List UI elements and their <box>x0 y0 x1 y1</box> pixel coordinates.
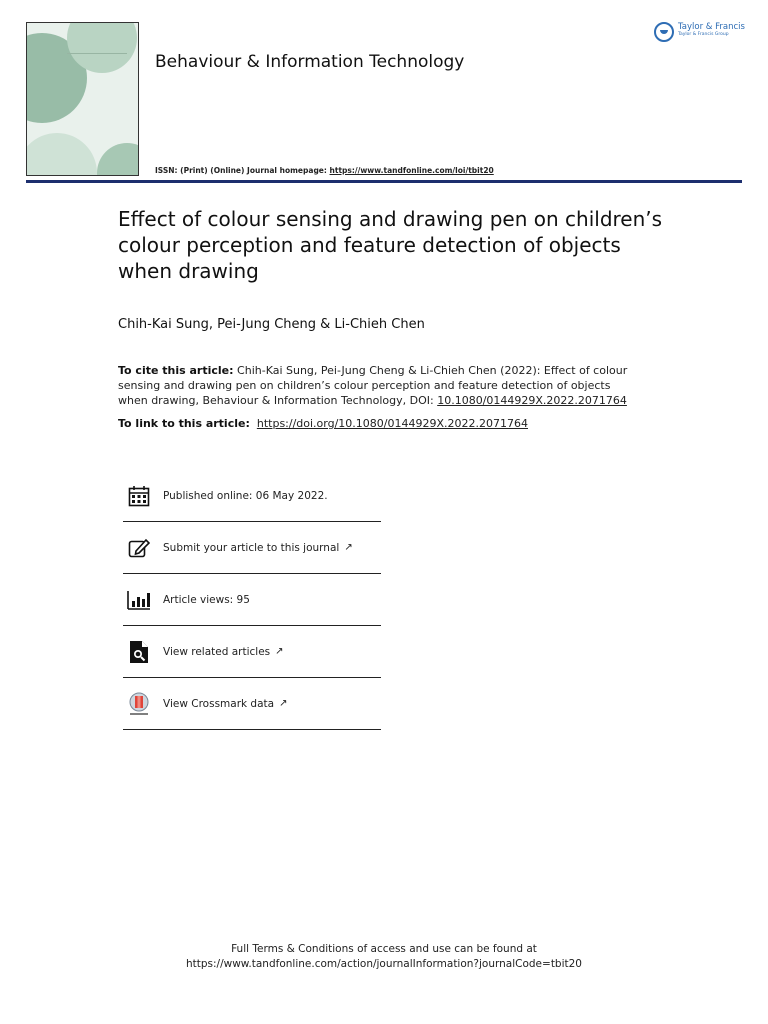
submit-article-link[interactable]: Submit your article to this journal <box>163 541 340 554</box>
calendar-icon <box>127 484 151 508</box>
journal-name: Behaviour & Information Technology <box>155 52 465 72</box>
document-search-icon <box>127 640 151 664</box>
publisher-logo <box>654 22 745 42</box>
issn-line: ISSN: (Print) (Online) Journal homepage: https://www.tandfonline.com/loi/tbit20 <box>155 166 494 175</box>
article-doi-link[interactable]: https://doi.org/10.1080/0144929X.2022.2071764 <box>256 417 528 430</box>
external-link-icon: ↗ <box>275 646 284 657</box>
external-link-icon: ↗ <box>279 698 288 709</box>
publisher-group: Taylor & Francis Group <box>678 32 729 37</box>
cite-text: Chih-Kai Sung, Pei-Jung Cheng & Li-Chieh Chen (2022): Effect of colour sensing and drawing pen on children’s colour perception and feature detection of objects when drawing, Behaviour & Information Technology, DOI: <box>118 364 628 407</box>
publisher-name: Taylor & Francis <box>678 22 745 32</box>
article-meta-list <box>123 470 381 730</box>
taylor-francis-logo-icon <box>654 22 674 42</box>
footer-terms-url[interactable]: https://www.tandfonline.com/action/journalInformation?journalCode=tbit20 <box>185 958 582 970</box>
edit-pencil-icon <box>127 536 151 560</box>
related-articles-link[interactable]: View related articles <box>163 645 271 658</box>
footer-line-1: Full Terms & Conditions of access and use can be found at <box>231 943 537 955</box>
crossmark-link[interactable]: View Crossmark data <box>163 697 275 710</box>
article-title: Effect of colour sensing and drawing pen on children’s colour perception and feature detection of objects when drawing <box>118 207 663 283</box>
external-link-icon: ↗ <box>344 542 353 553</box>
article-views-row <box>123 574 381 626</box>
link-label: To link to this article: <box>118 417 250 430</box>
bar-chart-icon <box>127 588 151 612</box>
cite-label: To cite this article: <box>118 364 234 377</box>
journal-cover-image <box>26 22 139 176</box>
header-divider <box>26 180 742 183</box>
terms-footer <box>0 942 768 972</box>
citation-block <box>118 363 638 408</box>
published-online-row <box>123 470 381 522</box>
article-authors: Chih-Kai Sung, Pei-Jung Cheng & Li-Chieh Chen <box>118 317 425 332</box>
article-views-label: Article views: 95 <box>163 593 250 606</box>
related-articles-row[interactable] <box>123 626 381 678</box>
crossmark-logo-icon <box>127 692 151 716</box>
published-online-label: Published online: 06 May 2022. <box>163 489 328 502</box>
article-link-line <box>118 417 528 430</box>
crossmark-row[interactable] <box>123 678 381 730</box>
journal-homepage-link[interactable]: https://www.tandfonline.com/loi/tbit20 <box>329 166 494 175</box>
cite-doi-link[interactable]: 10.1080/0144929X.2022.2071764 <box>437 394 627 407</box>
submit-article-row[interactable] <box>123 522 381 574</box>
